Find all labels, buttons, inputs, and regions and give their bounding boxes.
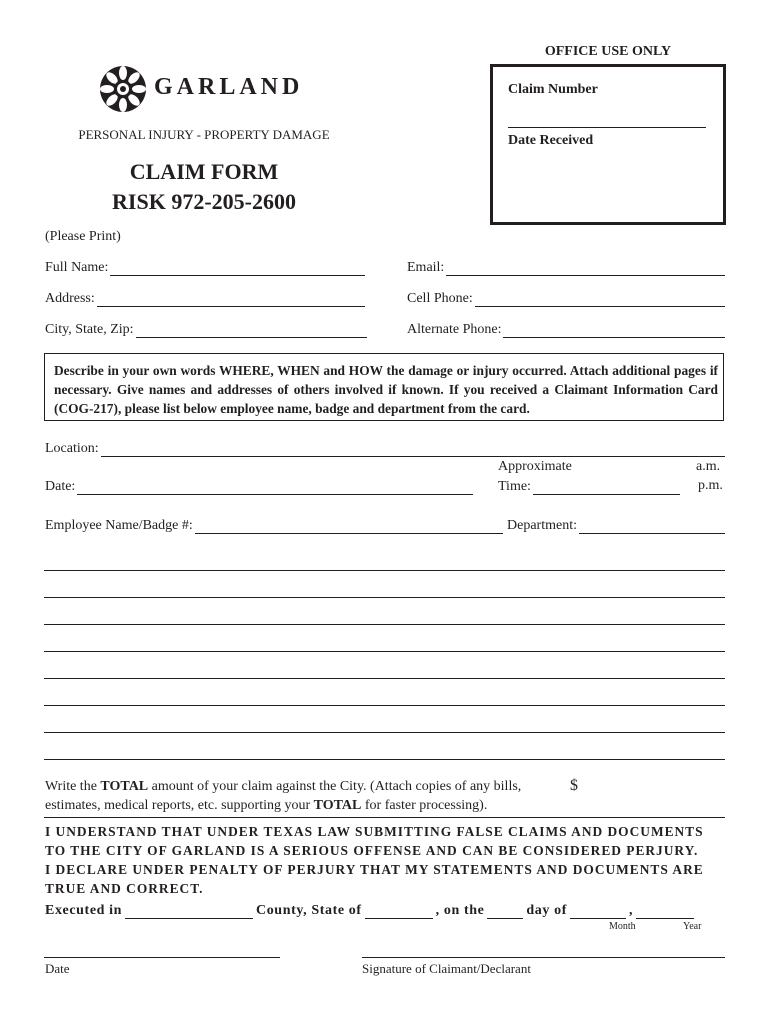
- form-title-text: CLAIM FORM: [129, 159, 279, 184]
- total-prefix: Write the: [45, 779, 101, 794]
- address-label: Address:: [45, 291, 95, 306]
- total-amount-field[interactable]: $: [570, 777, 578, 794]
- office-use-title: OFFICE USE ONLY: [544, 44, 672, 59]
- address-field[interactable]: [45, 289, 365, 307]
- print-note: (Please Print): [45, 229, 121, 244]
- claim-number-label: Claim Number: [508, 82, 598, 97]
- cell-phone-label: Cell Phone:: [407, 291, 473, 306]
- total-middle: amount of your claim against the City. (Attach copies of any bills, estimates, medical reports, etc. supporting your: [45, 779, 522, 813]
- section-divider: [44, 817, 725, 818]
- description-line[interactable]: [44, 678, 725, 679]
- date-signature-input[interactable]: [44, 957, 280, 958]
- description-line[interactable]: [44, 651, 725, 652]
- executed-row: [45, 903, 697, 919]
- pm-label: p.m.: [698, 478, 723, 493]
- declaration-line-2: I DECLARE UNDER PENALTY OF PERJURY THAT MY STATEMENTS AND DOCUMENTS ARE TRUE AND CORRECT.: [45, 862, 704, 896]
- time-field[interactable]: [498, 477, 680, 495]
- description-line[interactable]: [44, 597, 725, 598]
- department-field[interactable]: [507, 516, 725, 534]
- day-of-label: day of: [526, 903, 567, 918]
- comma-label: ,: [628, 903, 634, 918]
- alternate-phone-label: Alternate Phone:: [407, 322, 502, 337]
- county-state-label: County, State of: [256, 903, 362, 918]
- full-name-label: Full Name:: [45, 260, 109, 275]
- cell-phone-field[interactable]: [407, 289, 725, 307]
- address-input[interactable]: [97, 292, 365, 307]
- declaration-text: [45, 822, 725, 898]
- date-label: Date:: [45, 479, 76, 494]
- claimant-signature-label: Signature of Claimant/Declarant: [362, 961, 531, 976]
- date-signature-label: Date: [45, 961, 70, 976]
- year-input[interactable]: [636, 904, 694, 919]
- time-label: Time:: [498, 479, 531, 494]
- executed-in-label: Executed in: [45, 903, 122, 918]
- date-field[interactable]: [45, 477, 473, 495]
- instructions-text: Describe in your own words WHERE, WHEN and HOW the damage or injury occurred. Attach additional pages if necessary. Give names and addresses of others involved if known. If you received a Claimant Information Card (COG-217), please list below employee name, badge and department from the card.: [54, 363, 718, 416]
- organization-name: GARLAND: [154, 74, 304, 100]
- year-label: Year: [683, 921, 702, 932]
- total-instructions: [45, 777, 565, 815]
- cell-phone-input[interactable]: [475, 292, 725, 307]
- day-input[interactable]: [487, 904, 523, 919]
- date-received-label: Date Received: [508, 133, 594, 148]
- declaration-line-1: I UNDERSTAND THAT UNDER TEXAS LAW SUBMITTING FALSE CLAIMS AND DOCUMENTS TO THE CITY OF GARLAND IS A SERIOUS OFFENSE AND CAN BE CONSIDERED PERJURY.: [45, 824, 704, 858]
- claimant-signature-input[interactable]: [362, 957, 725, 958]
- city-state-zip-input[interactable]: [136, 323, 367, 338]
- email-input[interactable]: [446, 261, 725, 276]
- city-state-zip-label: City, State, Zip:: [45, 322, 134, 337]
- total-word: TOTAL: [313, 798, 362, 813]
- full-name-input[interactable]: [110, 261, 365, 276]
- department-label: Department:: [507, 518, 577, 533]
- description-line[interactable]: [44, 624, 725, 625]
- time-input[interactable]: [533, 480, 680, 495]
- location-label: Location:: [45, 441, 99, 456]
- email-label: Email:: [407, 260, 445, 275]
- location-field[interactable]: [45, 439, 725, 457]
- location-input[interactable]: [101, 442, 725, 457]
- alternate-phone-input[interactable]: [503, 323, 725, 338]
- employee-badge-input[interactable]: [195, 519, 503, 534]
- month-input[interactable]: [570, 904, 626, 919]
- approximate-label: Approximate: [498, 459, 572, 474]
- employee-badge-label: Employee Name/Badge #:: [45, 518, 193, 533]
- description-line[interactable]: [44, 570, 725, 571]
- total-word: TOTAL: [100, 779, 149, 794]
- date-input[interactable]: [77, 480, 473, 495]
- claim-number-field[interactable]: [508, 127, 706, 128]
- county-input[interactable]: [125, 904, 253, 919]
- description-line[interactable]: [44, 759, 725, 760]
- full-name-field[interactable]: [45, 258, 365, 276]
- month-label: Month: [609, 921, 636, 932]
- description-line[interactable]: [44, 705, 725, 706]
- description-line[interactable]: [44, 732, 725, 733]
- state-input[interactable]: [365, 904, 433, 919]
- total-suffix: for faster processing).: [361, 798, 488, 813]
- am-label: a.m.: [696, 459, 721, 474]
- form-subtitle: PERSONAL INJURY - PROPERTY DAMAGE: [78, 127, 330, 142]
- garland-seal-icon: [98, 64, 148, 114]
- city-state-zip-field[interactable]: [45, 320, 367, 338]
- alternate-phone-field[interactable]: [407, 320, 725, 338]
- risk-phone: RISK 972-205-2600: [112, 189, 296, 214]
- email-field[interactable]: [407, 258, 725, 276]
- form-title: [44, 157, 364, 217]
- on-the-label: , on the: [435, 903, 485, 918]
- employee-badge-field[interactable]: [45, 516, 503, 534]
- department-input[interactable]: [579, 519, 725, 534]
